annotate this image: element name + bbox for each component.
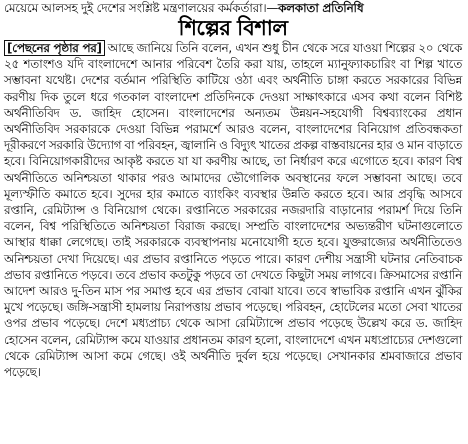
article-body: [4, 40, 462, 380]
article-text: আছে জানিয়ে তিনি বলেন, এখন শুধু চীন থেকে সরে যাওয়া শিল্পের ২০ থেকে ২৫ শতাংশও যদি বাংলাদেশে আনার পরিবেশ তৈরি করা যায়, তাহলে ম্যানুফ্যাকচারিং বা শিল্প খাতে সম্ভাবনা যথেষ্ট। দেশের বর্তমান পরিস্থিতি কাটিয়ে ওঠা এবং অর্থনীতি চাঙ্গা করতে সরকারের বিভিন্ন করণীয় দিক তুলে ধরে গতকাল বাংলাদেশ প্রতিদিনকে দেওয়া সাক্ষাৎকারে এসব কথা বলেন বিশিষ্ট অর্থনীতিবিদ ড. জাহিদ হোসেন। বাংলাদেশের অন্যতম উন্নয়ন-সহযোগী বিশ্বব্যাংকের প্রধান অর্থনীতিবিদ সরকারকে দেওয়া বিভিন্ন পরামর্শে আরও বলেন, বাংলাদেশের বিনিয়োগ প্রতিবন্ধকতা দূরীকরণে সরকারি উদ্যোগ বা পরিবহন, জ্বালানি ও বিদ্যুৎ খাতের প্রকল্প বাস্তবায়নের হার ও মান বাড়াতে হবে। বিনিয়োগকারীদের আকৃষ্ট করতে যা যা করণীয় আছে, তা নির্ধারণ করে এগোতে হবে। কারণ বিশ্ব অর্থনীতিতে অনিশ্চয়তা থাকার পরও আমাদের ভৌগোলিক অবস্থানের ফলে সম্ভাবনা আছে। তবে মূল্যস্ফীতি কমাতে হবে। সুদের হার কমাতে ব্যাংকিং ব্যবস্থার উন্নতি করতে হবে। আর প্রবৃদ্ধি আসবে রপ্তানি, রেমিট্যান্স ও বিনিয়োগ থেকে। রপ্তানিতে সরকারের নজরদারি বাড়ানোর পরামর্শ দিয়ে তিনি বলেন, বিশ্ব পরিস্থিতিতে অনিশ্চয়তা বিরাজ করছে। সম্প্রতি বাংলাদেশের অভ্যন্তরীণ ঘটনাগুলোতে আস্থার ধাক্কা লেগেছে। তাই সরকারকে ব্যবস্থাপনায় মনোযোগী হতে হবে। যুক্তরাজ্যের অর্থনীতিতেও অনিশ্চয়তা দেখা দিয়েছে। এর প্রভাব রপ্তানিতে পড়তে পারে। কারণ দেশীয় সন্ত্রাসী ঘটনার নেতিবাচক প্রভাব রপ্তানিতে পড়বে। তবে প্রভাব কতটুকু পড়বে তা দেখতে কিছুটা সময় লাগবে। ক্রিসমাসের রপ্তানি আদেশ আরও দু-তিন মাস পর সমাপ্ত হবে এর প্রভাব বোঝা যাবে। তবে স্বাভাবিক রপ্তানি এখন ঝুঁকির মুখে পড়েছে। জঙ্গি-সন্ত্রাসী হামলায় নিরাপত্তায় প্রভাব পড়েছে। পরিবহন, হোটেলের মতো সেবা খাতের ওপর প্রভাব পড়েছে। দেশে মধ্যপ্রাচ্য থেকে আসা রেমিট্যান্সে প্রভাব পড়েছে উল্লেখ করে ড. জাহিদ হোসেন বলেন, রেমিট্যান্স কমে যাওয়ার প্রধানতম কারণ হলো, বাংলাদেশে এখন মধ্যপ্রাচ্যের দেশগুলো থেকে রেমিট্যান্স আসা কমে গেছে। ওই অর্থনীতি দুর্বল হয়ে পড়েছে। সেখানকার শ্রমবাজারে প্রভাব পড়েছে।: [4, 41, 463, 380]
previous-article-tail: [4, 0, 462, 16]
article-headline: শিল্পের বিশাল: [178, 16, 288, 40]
article-paragraph: [4, 40, 462, 380]
continued-from-tag: [পেছনের পৃষ্ঠার পর]: [4, 40, 105, 56]
previous-article-credit: কলকাতা প্রতিনিধি: [278, 1, 364, 15]
previous-article-text: মেয়েমে আলসহ দুই দেশের সংশ্লিষ্ট মন্ত্রণালয়ের কর্মকর্তারা।—: [4, 1, 279, 15]
